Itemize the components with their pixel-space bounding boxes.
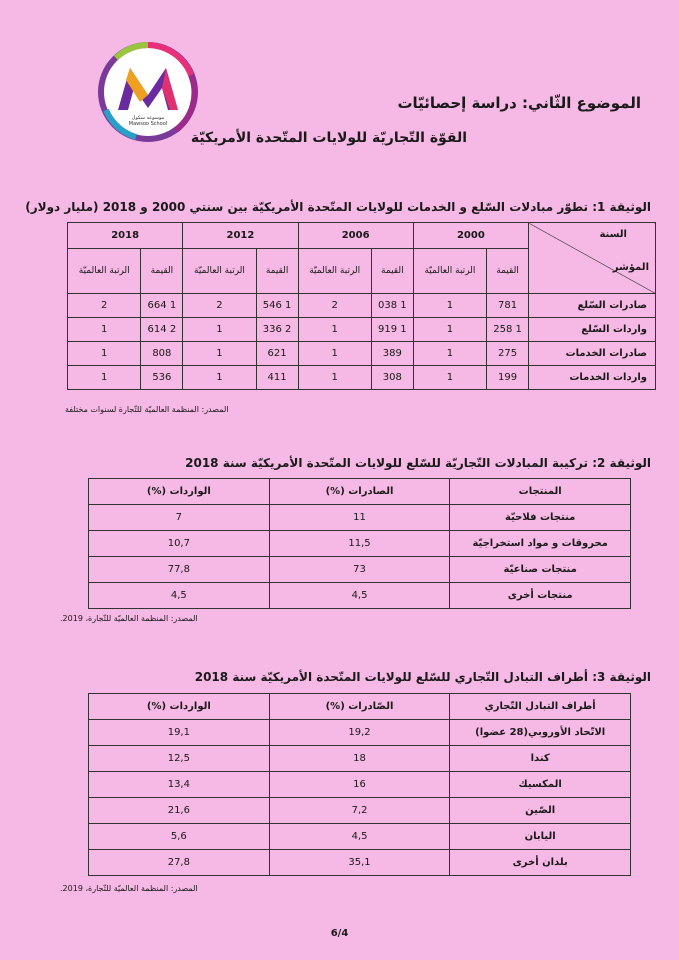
value-cell: 18 xyxy=(269,746,450,772)
doc3-title: الوثيقة 3: أطراف التبادل التّجاري للسّلع للولايات المتّحدة الأمريكيّة سنة 2018 xyxy=(194,670,651,684)
value-cell: 308 xyxy=(371,366,413,390)
table-row xyxy=(89,772,631,798)
rank-subheader: الرتبة العالميّة xyxy=(413,249,486,294)
row-label: الصّين xyxy=(450,798,631,824)
value-cell: 199 xyxy=(487,366,529,390)
doc2-table xyxy=(88,478,631,609)
row-label: المكسيك xyxy=(450,772,631,798)
value-cell: 411 xyxy=(256,366,298,390)
value-cell: 4,5 xyxy=(89,583,270,609)
value-cell: 19,2 xyxy=(269,720,450,746)
value-cell: 13,4 xyxy=(89,772,270,798)
doc1-table xyxy=(67,222,656,390)
rank-cell: 1 xyxy=(183,342,256,366)
table-row xyxy=(89,583,631,609)
table-row xyxy=(89,746,631,772)
value-cell: 1 919 xyxy=(371,318,413,342)
table-row xyxy=(89,557,631,583)
column-header: المنتجات xyxy=(450,479,631,505)
value-subheader: القيمة xyxy=(487,249,529,294)
row-label: منتجات صناعيّة xyxy=(450,557,631,583)
row-label: واردات السّلع xyxy=(529,318,656,342)
value-cell: 621 xyxy=(256,342,298,366)
value-cell: 275 xyxy=(487,342,529,366)
value-cell: 73 xyxy=(269,557,450,583)
table-row xyxy=(89,720,631,746)
row-label: منتجات أخرى xyxy=(450,583,631,609)
row-label: صادرات الخدمات xyxy=(529,342,656,366)
value-cell: 4,5 xyxy=(269,583,450,609)
row-label: واردات الخدمات xyxy=(529,366,656,390)
rank-subheader: الرتبة العالميّة xyxy=(298,249,371,294)
row-label: محروقات و مواد استخراجيّة xyxy=(450,531,631,557)
rank-cell: 1 xyxy=(68,342,141,366)
column-header: الصادرات (%) xyxy=(269,479,450,505)
value-cell: 781 xyxy=(487,294,529,318)
header-row xyxy=(89,479,631,505)
value-cell: 2 614 xyxy=(141,318,183,342)
value-cell: 536 xyxy=(141,366,183,390)
value-cell: 1 038 xyxy=(371,294,413,318)
doc1-title: الوثيقة 1: تطوّر مبادلات السّلع و الخدمات للولايات المتّحدة الأمريكيّة بين سنتي 2000 و 2018 (مليار دولار) xyxy=(25,200,651,214)
svg-text:موسوعة سكول: موسوعة سكول xyxy=(131,115,165,121)
year-header: 2006 xyxy=(298,223,413,249)
mawsoo-school-logo xyxy=(96,40,200,144)
row-label: صادرات السّلع xyxy=(529,294,656,318)
value-cell: 1 664 xyxy=(141,294,183,318)
rank-cell: 1 xyxy=(298,318,371,342)
value-cell: 77,8 xyxy=(89,557,270,583)
rank-cell: 1 xyxy=(183,318,256,342)
value-subheader: القيمة xyxy=(371,249,413,294)
table-row xyxy=(68,342,656,366)
rank-cell: 2 xyxy=(298,294,371,318)
value-cell: 16 xyxy=(269,772,450,798)
table-row xyxy=(68,366,656,390)
value-cell: 7 xyxy=(89,505,270,531)
page-number: 6/4 xyxy=(330,928,349,939)
row-label: بلدان أخرى xyxy=(450,850,631,876)
table-row xyxy=(89,850,631,876)
row-label: كندا xyxy=(450,746,631,772)
rank-cell: 1 xyxy=(413,366,486,390)
rank-cell: 1 xyxy=(68,318,141,342)
table-row xyxy=(89,824,631,850)
value-cell: 2 336 xyxy=(256,318,298,342)
rank-cell: 1 xyxy=(413,342,486,366)
svg-text:Mawsoo School: Mawsoo School xyxy=(128,121,168,127)
rank-cell: 2 xyxy=(68,294,141,318)
doc3-table xyxy=(88,693,631,876)
rank-cell: 1 xyxy=(68,366,141,390)
value-cell: 11 xyxy=(269,505,450,531)
value-cell: 7,2 xyxy=(269,798,450,824)
rank-cell: 2 xyxy=(183,294,256,318)
value-cell: 389 xyxy=(371,342,413,366)
year-header: 2018 xyxy=(68,223,183,249)
topic-title: الموضوع الثّاني: دراسة إحصائيّات xyxy=(397,94,641,112)
row-label: اليابان xyxy=(450,824,631,850)
doc3-source: المصدر: المنظمة العالميّة للتّجارة، 2019. xyxy=(60,884,198,893)
value-cell: 11,5 xyxy=(269,531,450,557)
table-row xyxy=(89,798,631,824)
value-subheader: القيمة xyxy=(256,249,298,294)
rank-cell: 1 xyxy=(413,318,486,342)
rank-cell: 1 xyxy=(183,366,256,390)
row-label: منتجات فلاحيّة xyxy=(450,505,631,531)
value-cell: 35,1 xyxy=(269,850,450,876)
value-cell: 10,7 xyxy=(89,531,270,557)
rank-cell: 1 xyxy=(298,366,371,390)
year-header: 2000 xyxy=(413,223,528,249)
corner-header xyxy=(529,223,656,294)
rank-subheader: الرتبة العالميّة xyxy=(183,249,256,294)
value-cell: 5,6 xyxy=(89,824,270,850)
table-row xyxy=(89,531,631,557)
column-header: الواردات (%) xyxy=(89,694,270,720)
value-subheader: القيمة xyxy=(141,249,183,294)
corner-year-label: السنة xyxy=(599,229,627,240)
table-row xyxy=(68,294,656,318)
rank-subheader: الرتبة العالميّة xyxy=(68,249,141,294)
page-subtitle: القوّة التّجاريّة للولايات المتّحدة الأمريكيّة xyxy=(190,130,467,146)
value-cell: 27,8 xyxy=(89,850,270,876)
rank-cell: 1 xyxy=(413,294,486,318)
value-cell: 1 258 xyxy=(487,318,529,342)
rank-cell: 1 xyxy=(298,342,371,366)
row-label: الاتّحاد الأوروبي(28 عضوا) xyxy=(450,720,631,746)
value-cell: 19,1 xyxy=(89,720,270,746)
header-row xyxy=(89,694,631,720)
value-cell: 808 xyxy=(141,342,183,366)
value-cell: 12,5 xyxy=(89,746,270,772)
value-cell: 1 546 xyxy=(256,294,298,318)
column-header: الصّادرات (%) xyxy=(269,694,450,720)
table-row xyxy=(68,318,656,342)
doc2-source: المصدر: المنظمة العالميّة للتّجارة، 2019. xyxy=(60,614,198,623)
year-header: 2012 xyxy=(183,223,298,249)
column-header: الواردات (%) xyxy=(89,479,270,505)
doc1-source: المصدر: المنظمة العالميّة للتّجارة لسنوات مختلفة xyxy=(65,405,229,414)
doc2-title: الوثيقة 2: تركيبة المبادلات التّجاريّة للسّلع للولايات المتّحدة الأمريكيّة سنة 2018 xyxy=(185,456,651,470)
column-header: أطراف التبادل التّجاري xyxy=(450,694,631,720)
table-row xyxy=(89,505,631,531)
value-cell: 4,5 xyxy=(269,824,450,850)
value-cell: 21,6 xyxy=(89,798,270,824)
corner-indicator-label: المؤشر xyxy=(612,262,649,273)
